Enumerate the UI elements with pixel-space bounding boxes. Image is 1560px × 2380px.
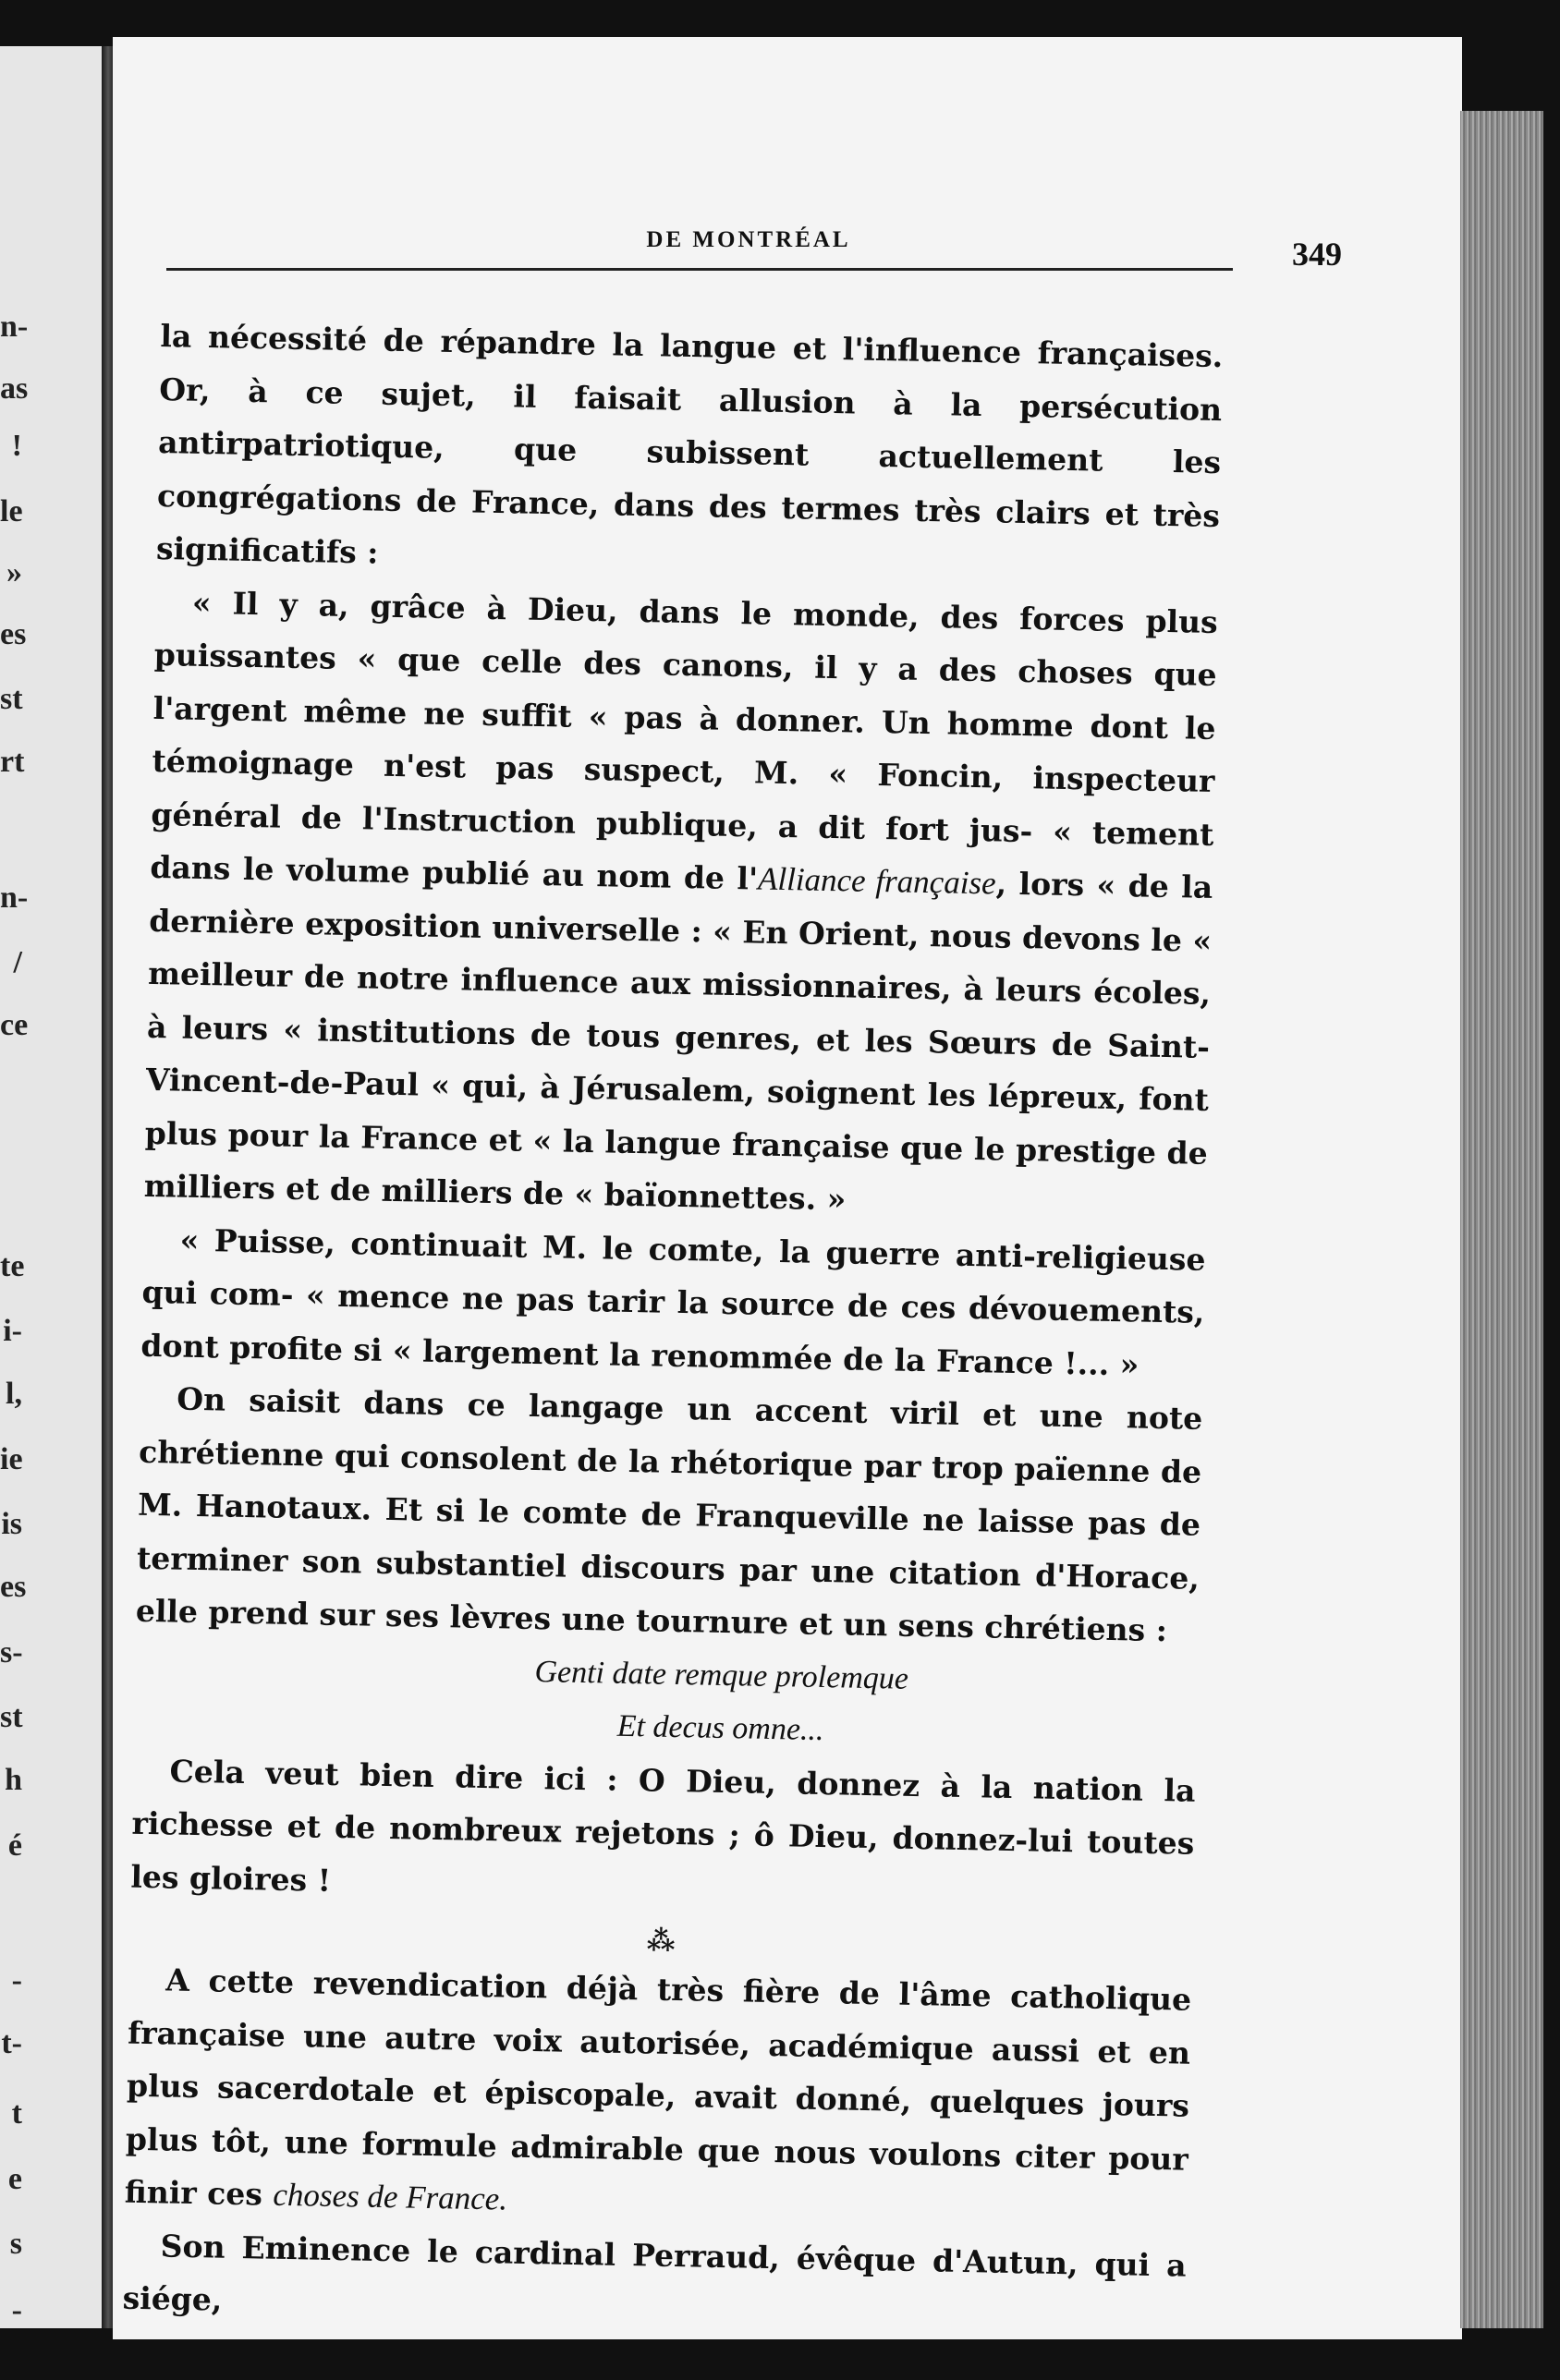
paragraph-text: A cette revendication déjà très fière de l'âme catholique française une autre voix autorisée, académique aussi et en plus sacerdotale et épiscopale, avait donné, quelques jours plus tôt, une formule admirable que nous voulons citer pour finir ces [124, 1961, 1192, 2213]
facing-page-fragment-text: h [5, 1763, 22, 1798]
facing-page-fragment-text: st [0, 1699, 23, 1734]
book-page [113, 37, 1462, 2339]
facing-page-fragment-text: is [1, 1506, 22, 1541]
facing-page-fragment-text: e [7, 2161, 22, 2196]
facing-page-fragment-text: s [9, 2226, 22, 2261]
facing-page-fragment-text: n- [0, 310, 29, 344]
facing-page-fragment-text: te [0, 1248, 25, 1283]
facing-page-fragment-text: t- [1, 2026, 22, 2061]
facing-page-fragment-text: s- [0, 1634, 23, 1670]
section-separator: ⁂ [646, 1925, 676, 1959]
running-title: DE MONTRÉAL [646, 227, 851, 252]
facing-page-fragment-text: st [0, 681, 23, 716]
facing-page-fragment-text: le [0, 493, 23, 528]
page-edges [1460, 111, 1543, 2328]
facing-page-fragment-text: es [0, 616, 27, 651]
facing-page-fragment-text: t [11, 2096, 22, 2131]
quotation-text: « Il y a, grâce à Dieu, dans le monde, des forces plus puissantes « que celle des canons, il y a des choses que l'argent même ne suffit « pas à donner. Un homme dont le témoignage n'est pas suspect, M. « Foncin, inspecteur général de l'Instruction publique, a dit fort jus- « tement dans le volume publié au nom de l' [150, 584, 1219, 897]
page-body [122, 310, 1224, 2345]
facing-page-fragment-text: - [11, 1962, 22, 1998]
facing-page-fragment-text: ie [0, 1441, 23, 1476]
facing-page-fragment-text: es [0, 1570, 27, 1605]
quotation-paragraph: « Puisse, continuait M. le comte, la guerre anti-religieuse qui com- « mence ne pas tarir la source de ces dévouements, dont profite si « largement la renommée de la France !... » [140, 1221, 1206, 1383]
facing-page-fragment-text: » [6, 555, 22, 589]
paragraph: la nécessité de répandre la langue et l'influence françaises. Or, à ce sujet, il faisait allusion à la persécution antirpatriotique, que subissent actuellement les congrégations de France, dans des termes très clairs et très significatifs : [155, 317, 1224, 571]
facing-page-fragment-text: rt [0, 745, 25, 780]
verse-line: Et decus omne... [616, 1708, 824, 1748]
facing-page-fragment-text: / [13, 944, 22, 979]
header-rule [166, 268, 1233, 271]
paragraph [124, 1953, 1191, 2240]
paragraph: Son Eminence le cardinal Perraud, évêque d'Autun, qui a siége, [122, 2227, 1187, 2318]
facing-page-fragment-text: é [7, 1828, 22, 1863]
paragraph: On saisit dans ce langage un accent viril et une note chrétienne qui consolent de la rhétorique par trop païenne de M. Hanotaux. Et si le comte de Franqueville ne laisse pas de terminer son substantiel discours par une citation d'Horace, elle prend sur ses lèvres une tournure et un sens chrétiens : [135, 1380, 1203, 1649]
page-number: 349 [1292, 236, 1342, 273]
facing-page-fragment-text: i- [3, 1313, 22, 1348]
paragraph: Cela veut bien dire ici : O Dieu, donnez à la nation la richesse et de nombreux rejetons ; ô Dieu, donnez-lui toutes les gloires ! [130, 1752, 1196, 1899]
facing-page-fragment [0, 46, 104, 2328]
verse-line: Genti date remque prolemque [534, 1654, 909, 1696]
quotation-text-end: , lors « de la dernière exposition universelle : « En Orient, nous devons le « meilleur de notre influence aux missionnaires, à leurs écoles, à leurs « institutions de tous genres, et les Sœurs de Saint-Vincent-de-Paul « qui, à Jérusalem, soignent les lépreux, font plus pour la France et « la langue française que le prestige de milliers et de milliers de « baïonnettes. » [143, 865, 1213, 1218]
italic-phrase: choses de France. [273, 2176, 508, 2217]
facing-page-fragment-text: ce [0, 1008, 29, 1043]
quotation-paragraph [143, 575, 1218, 1232]
facing-page-fragment-text: - [11, 2293, 22, 2327]
facing-page-fragment-text: as [0, 370, 29, 406]
facing-page-fragment-text: l, [6, 1377, 22, 1412]
italic-title: Alliance française [757, 860, 997, 902]
page-header [166, 194, 1342, 273]
facing-page-fragment-text: ! [11, 429, 22, 464]
facing-page-fragment-text: n- [0, 880, 29, 915]
